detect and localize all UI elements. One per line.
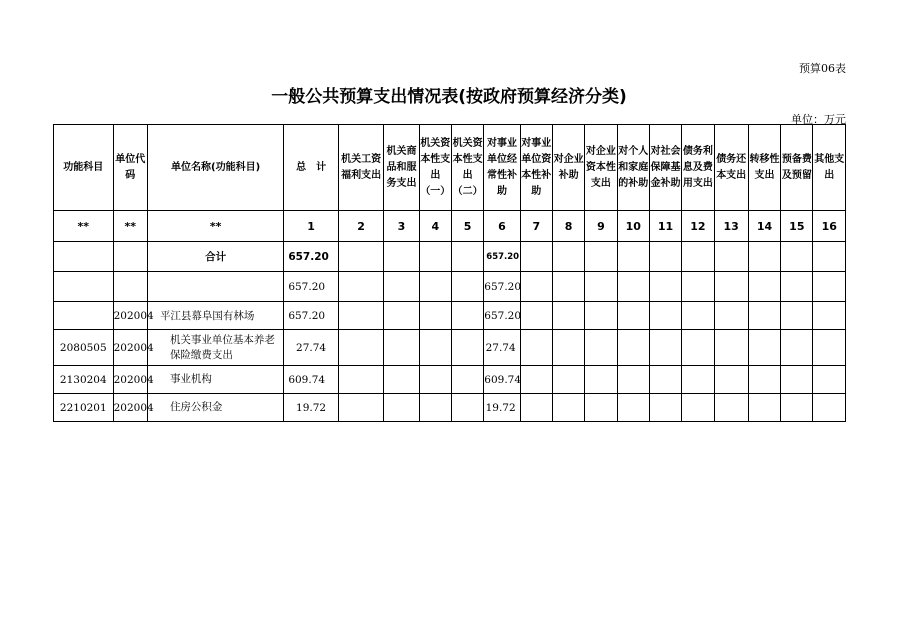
table-row-total xyxy=(54,242,846,272)
total-cell: 657.20 xyxy=(284,302,339,330)
index-cell: 12 xyxy=(682,211,714,242)
table-row xyxy=(54,330,846,366)
index-cell: 7 xyxy=(520,211,552,242)
index-cell: 10 xyxy=(617,211,649,242)
index-cell: 13 xyxy=(714,211,748,242)
col-header: 单位名称(功能科目) xyxy=(147,125,283,211)
col-header: 对社会保障基金补助 xyxy=(649,125,681,211)
index-cell: 14 xyxy=(748,211,780,242)
func-code-cell xyxy=(54,242,114,272)
col-header: 对个人和家庭的补助 xyxy=(617,125,649,211)
func-code-cell xyxy=(54,272,114,302)
col-header: 对企业补助 xyxy=(552,125,584,211)
subsidy-cell: 609.74 xyxy=(484,366,520,394)
table-row xyxy=(54,272,846,302)
col-header: 对事业单位资本性补助 xyxy=(520,125,552,211)
col-header: 对事业单位经常性补助 xyxy=(484,125,520,211)
col-header: 机关工资福利支出 xyxy=(338,125,383,211)
col-header: 债务还本支出 xyxy=(714,125,748,211)
unit-name-cell: 机关事业单位基本养老保险缴费支出 xyxy=(147,330,283,366)
unit-code-cell xyxy=(113,272,147,302)
func-code-cell: 2210201 xyxy=(54,394,114,422)
total-cell: 19.72 xyxy=(284,394,339,422)
col-header: 机关商品和服务支出 xyxy=(384,125,419,211)
unit-code-cell: 202004 xyxy=(113,302,147,330)
col-header: 功能科目 xyxy=(54,125,114,211)
index-cell: ** xyxy=(147,211,283,242)
unit-code-cell: 202004 xyxy=(113,366,147,394)
page-title: 一般公共预算支出情况表(按政府预算经济分类) xyxy=(271,87,627,107)
index-cell: 11 xyxy=(649,211,681,242)
unit-code-cell: 202004 xyxy=(113,394,147,422)
unit-code-cell xyxy=(113,242,147,272)
total-cell: 27.74 xyxy=(284,330,339,366)
index-cell: 1 xyxy=(284,211,339,242)
total-cell: 657.20 xyxy=(284,272,339,302)
index-cell: 16 xyxy=(813,211,846,242)
col-header: 转移性支出 xyxy=(748,125,780,211)
unit-name-cell: 事业机构 xyxy=(147,366,283,394)
table-row xyxy=(54,366,846,394)
func-code-cell xyxy=(54,302,114,330)
col-header: 其他支出 xyxy=(813,125,846,211)
col-header: 对企业资本性支出 xyxy=(585,125,617,211)
subsidy-cell: 657.20 xyxy=(484,302,520,330)
unit-name-cell: 住房公积金 xyxy=(147,394,283,422)
table-row xyxy=(54,394,846,422)
subsidy-cell: 19.72 xyxy=(484,394,520,422)
func-code-cell: 2130204 xyxy=(54,366,114,394)
index-row xyxy=(54,211,846,242)
index-cell: ** xyxy=(54,211,114,242)
unit-code-cell: 202004 xyxy=(113,330,147,366)
func-code-cell: 2080505 xyxy=(54,330,114,366)
index-cell: 6 xyxy=(484,211,520,242)
index-cell: 8 xyxy=(552,211,584,242)
unit-name-cell: 平江县幕阜国有林场 xyxy=(147,302,283,330)
index-cell: 2 xyxy=(338,211,383,242)
unit-name-cell xyxy=(147,272,283,302)
index-cell: 4 xyxy=(419,211,451,242)
col-header: 单位代码 xyxy=(113,125,147,211)
subsidy-cell: 27.74 xyxy=(484,330,520,366)
index-cell: 5 xyxy=(451,211,483,242)
col-header: 机关资本性支出（二） xyxy=(451,125,483,211)
total-cell: 609.74 xyxy=(284,366,339,394)
subsidy-cell: 657.20 xyxy=(484,242,520,272)
form-code: 预算06表 xyxy=(799,62,846,75)
index-cell: 9 xyxy=(585,211,617,242)
col-header: 预备费及预留 xyxy=(781,125,813,211)
budget-table xyxy=(53,124,846,422)
header-row xyxy=(54,125,846,211)
col-header: 总 计 xyxy=(284,125,339,211)
index-cell: 3 xyxy=(384,211,419,242)
index-cell: 15 xyxy=(781,211,813,242)
unit-label: 单位：万元 xyxy=(791,113,846,126)
total-cell: 657.20 xyxy=(284,242,339,272)
unit-name-cell: 合计 xyxy=(147,242,283,272)
col-header: 机关资本性支出（一） xyxy=(419,125,451,211)
subsidy-cell: 657.20 xyxy=(484,272,520,302)
col-header: 债务利息及费用支出 xyxy=(682,125,714,211)
index-cell: ** xyxy=(113,211,147,242)
table-row xyxy=(54,302,846,330)
